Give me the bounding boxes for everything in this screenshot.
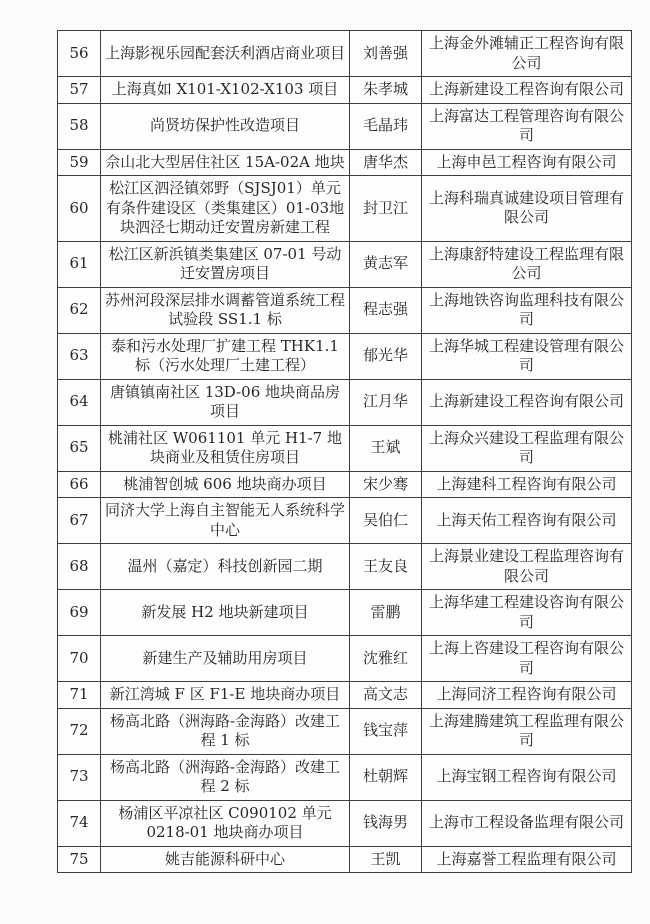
project-name-cell: 新建生产及辅助用房项目 — [101, 636, 350, 682]
person-name-cell: 杜朝辉 — [350, 754, 422, 800]
person-name-cell: 黄志军 — [350, 241, 422, 287]
person-name-cell: 郁光华 — [350, 333, 422, 379]
company-name-cell: 上海新建设工程咨询有限公司 — [422, 77, 632, 104]
person-name-cell: 钱宝萍 — [350, 708, 422, 754]
row-number-cell: 60 — [58, 176, 101, 242]
project-name-cell: 杨浦区平凉社区 C090102 单元 0218-01 地块商办项目 — [101, 800, 350, 846]
project-name-cell: 尚贤坊保护性改造项目 — [101, 103, 350, 149]
project-name-cell: 姚吉能源科研中心 — [101, 846, 350, 873]
person-name-cell: 毛晶玮 — [350, 103, 422, 149]
row-number-cell: 71 — [58, 682, 101, 709]
project-name-cell: 唐镇镇南社区 13D-06 地块商品房项目 — [101, 379, 350, 425]
project-name-cell: 松江区新浜镇类集建区 07-01 号动迁安置房项目 — [101, 241, 350, 287]
table-row — [58, 333, 632, 379]
project-name-cell: 杨高北路（洲海路-金海路）改建工程 2 标 — [101, 754, 350, 800]
company-name-cell: 上海建腾建筑工程监理有限公司 — [422, 708, 632, 754]
person-name-cell: 江月华 — [350, 379, 422, 425]
company-name-cell: 上海同济工程咨询有限公司 — [422, 682, 632, 709]
row-number-cell: 67 — [58, 498, 101, 544]
row-number-cell: 64 — [58, 379, 101, 425]
person-name-cell: 沈雅红 — [350, 636, 422, 682]
person-name-cell: 封卫江 — [350, 176, 422, 242]
person-name-cell: 刘善强 — [350, 31, 422, 77]
project-name-cell: 同济大学上海自主智能无人系统科学中心 — [101, 498, 350, 544]
row-number-cell: 69 — [58, 590, 101, 636]
row-number-cell: 65 — [58, 425, 101, 471]
table-row — [58, 498, 632, 544]
company-name-cell: 上海富达工程管理咨询有限公司 — [422, 103, 632, 149]
table-row — [58, 754, 632, 800]
row-number-cell: 59 — [58, 149, 101, 176]
project-name-cell: 桃浦社区 W061101 单元 H1-7 地块商业及租赁住房项目 — [101, 425, 350, 471]
company-name-cell: 上海申邑工程咨询有限公司 — [422, 149, 632, 176]
row-number-cell: 74 — [58, 800, 101, 846]
company-name-cell: 上海嘉誉工程监理有限公司 — [422, 846, 632, 873]
project-name-cell: 上海影视乐园配套沃利酒店商业项目 — [101, 31, 350, 77]
table-row — [58, 103, 632, 149]
person-name-cell: 王友良 — [350, 544, 422, 590]
row-number-cell: 68 — [58, 544, 101, 590]
project-name-cell: 新江湾城 F 区 F1-E 地块商办项目 — [101, 682, 350, 709]
project-name-cell: 泰和污水处理厂扩建工程 THK1.1 标（污水处理厂土建工程） — [101, 333, 350, 379]
table-row — [58, 379, 632, 425]
table-row — [58, 636, 632, 682]
company-name-cell: 上海新建设工程咨询有限公司 — [422, 379, 632, 425]
table-row — [58, 31, 632, 77]
table-row — [58, 176, 632, 242]
table-row — [58, 708, 632, 754]
project-name-cell: 佘山北大型居住社区 15A-02A 地块 — [101, 149, 350, 176]
company-name-cell: 上海华建工程建设咨询有限公司 — [422, 590, 632, 636]
company-name-cell: 上海景业建设工程监理咨询有限公司 — [422, 544, 632, 590]
company-name-cell: 上海华城工程建设管理有限公司 — [422, 333, 632, 379]
project-name-cell: 杨高北路（洲海路-金海路）改建工程 1 标 — [101, 708, 350, 754]
person-name-cell: 宋少骞 — [350, 471, 422, 498]
table-row — [58, 682, 632, 709]
person-name-cell: 朱孝城 — [350, 77, 422, 104]
row-number-cell: 63 — [58, 333, 101, 379]
person-name-cell: 唐华杰 — [350, 149, 422, 176]
project-name-cell: 桃浦智创城 606 地块商办项目 — [101, 471, 350, 498]
row-number-cell: 75 — [58, 846, 101, 873]
company-name-cell: 上海地铁咨询监理科技有限公司 — [422, 287, 632, 333]
row-number-cell: 61 — [58, 241, 101, 287]
table-row — [58, 287, 632, 333]
person-name-cell: 王斌 — [350, 425, 422, 471]
company-name-cell: 上海康舒特建设工程监理有限公司 — [422, 241, 632, 287]
project-name-cell: 松江区泗泾镇郊野（SJSJ01）单元有条件建设区（类集建区）01-03地块泗泾七期动迁安置房新建工程 — [101, 176, 350, 242]
company-name-cell: 上海建科工程咨询有限公司 — [422, 471, 632, 498]
row-number-cell: 56 — [58, 31, 101, 77]
table-row — [58, 846, 632, 873]
company-name-cell: 上海科瑞真诚建设项目管理有限公司 — [422, 176, 632, 242]
table-row — [58, 149, 632, 176]
table-row — [58, 77, 632, 104]
table-row — [58, 471, 632, 498]
row-number-cell: 58 — [58, 103, 101, 149]
table-body — [58, 31, 632, 873]
project-name-cell: 温州（嘉定）科技创新园二期 — [101, 544, 350, 590]
person-name-cell: 钱海男 — [350, 800, 422, 846]
company-name-cell: 上海金外滩辅正工程咨询有限公司 — [422, 31, 632, 77]
company-name-cell: 上海众兴建设工程监理有限公司 — [422, 425, 632, 471]
project-supervisor-table — [57, 30, 632, 873]
company-name-cell: 上海天佑工程咨询有限公司 — [422, 498, 632, 544]
table-row — [58, 241, 632, 287]
project-name-cell: 上海真如 X101-X102-X103 项目 — [101, 77, 350, 104]
person-name-cell: 高文志 — [350, 682, 422, 709]
person-name-cell: 吴伯仁 — [350, 498, 422, 544]
row-number-cell: 70 — [58, 636, 101, 682]
row-number-cell: 62 — [58, 287, 101, 333]
row-number-cell: 72 — [58, 708, 101, 754]
row-number-cell: 66 — [58, 471, 101, 498]
person-name-cell: 王凯 — [350, 846, 422, 873]
table-row — [58, 425, 632, 471]
company-name-cell: 上海上咨建设工程咨询有限公司 — [422, 636, 632, 682]
company-name-cell: 上海市工程设备监理有限公司 — [422, 800, 632, 846]
table-row — [58, 800, 632, 846]
table-row — [58, 544, 632, 590]
person-name-cell: 程志强 — [350, 287, 422, 333]
row-number-cell: 73 — [58, 754, 101, 800]
row-number-cell: 57 — [58, 77, 101, 104]
project-name-cell: 苏州河段深层排水调蓄管道系统工程试验段 SS1.1 标 — [101, 287, 350, 333]
company-name-cell: 上海宝钢工程咨询有限公司 — [422, 754, 632, 800]
person-name-cell: 雷鹏 — [350, 590, 422, 636]
table-row — [58, 590, 632, 636]
project-name-cell: 新发展 H2 地块新建项目 — [101, 590, 350, 636]
